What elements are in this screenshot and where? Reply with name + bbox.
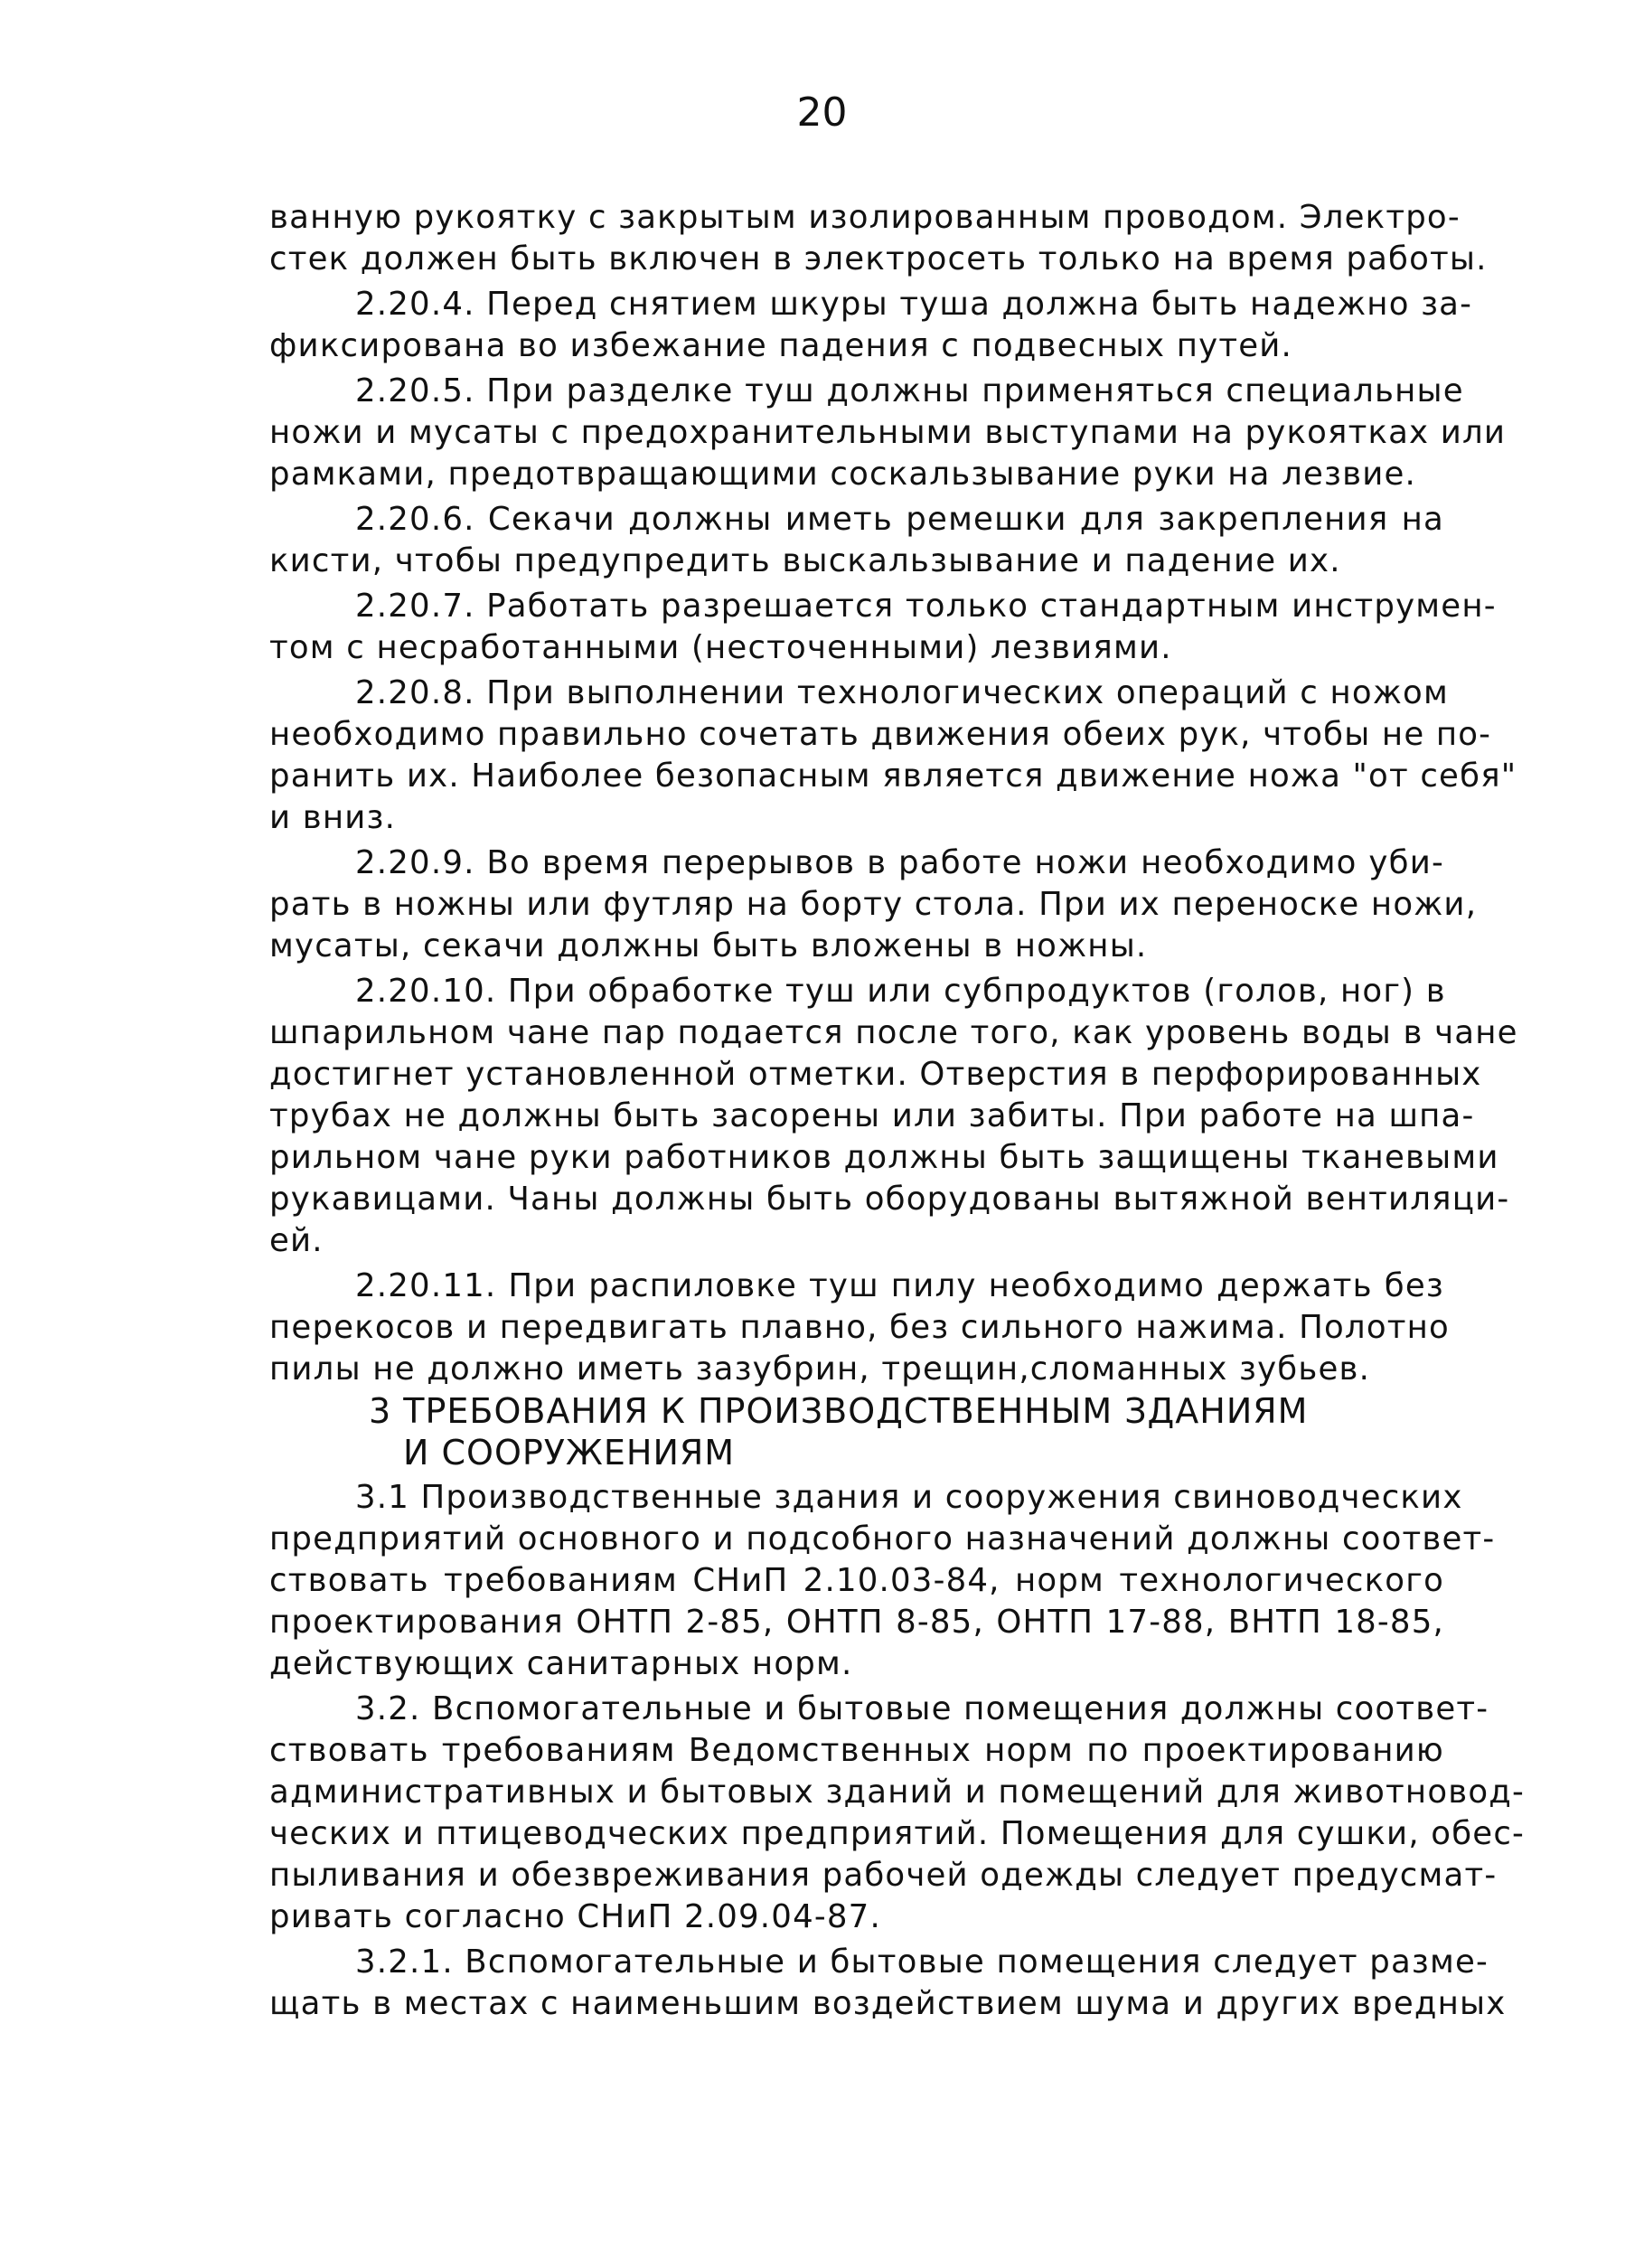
- paragraph: [269, 371, 1507, 495]
- text-line: предприятий основного и подсобного назначений должны соответ-: [269, 1520, 1496, 1557]
- text-line: 2.20.4. Перед снятием шкуры туша должна быть надежно за-: [355, 286, 1473, 323]
- text-line: ствовать требованиям Ведомственных норм по проектированию: [269, 1732, 1444, 1769]
- section-heading: [269, 1390, 1444, 1473]
- paragraph: [269, 971, 1518, 1262]
- text-line: 2.20.5. При разделке туш должны применяться специальные: [355, 372, 1464, 409]
- text-line: ножи и мусаты с предохранительными выступами на рукоятках или: [269, 414, 1507, 451]
- paragraph: [269, 284, 1473, 367]
- text-line: рильном чане руки работников должны быть защищены тканевыми: [269, 1139, 1499, 1176]
- text-line: фиксирована во избежание падения с подвесных путей.: [269, 327, 1293, 364]
- text-line: кисти, чтобы предупредить выскальзывание и падение их.: [269, 542, 1341, 579]
- text-line: необходимо правильно сочетать движения обеих рук, чтобы не по-: [269, 716, 1492, 753]
- paragraph: [269, 197, 1488, 280]
- text-line: стек должен быть включен в электросеть только на время работы.: [269, 240, 1488, 278]
- paragraph: [269, 1477, 1496, 1685]
- text-line: ческих и птицеводческих предприятий. Помещения для сушки, обес-: [269, 1815, 1526, 1852]
- text-line: 3.1 Производственные здания и сооружения свиноводческих: [355, 1479, 1463, 1516]
- text-line: пыливания и обезвреживания рабочей одежды следует предусмат-: [269, 1857, 1498, 1894]
- page-body: [269, 197, 1526, 2025]
- text-line: шпарильном чане пар подается после того, как уровень воды в чане: [269, 1014, 1518, 1051]
- text-line: 2.20.11. При распиловке туш пилу необходимо держать без: [355, 1267, 1444, 1304]
- text-line: перекосов и передвигать плавно, без сильного нажима. Полотно: [269, 1309, 1450, 1346]
- heading-line: И СООРУЖЕНИЯМ: [403, 1433, 736, 1473]
- text-line: трубах не должны быть засорены или забиты. При работе на шпа-: [269, 1097, 1475, 1134]
- text-line: административных и бытовых зданий и помещений для животновод-: [269, 1774, 1526, 1811]
- text-line: рукавицами. Чаны должны быть оборудованы вытяжной вентиляци-: [269, 1181, 1510, 1218]
- text-line: 2.20.7. Работать разрешается только стандартным инструмен-: [355, 588, 1497, 625]
- text-line: 2.20.8. При выполнении технологических операций с ножом: [355, 674, 1449, 711]
- text-line: рамками, предотвращающими соскальзывание руки на лезвие.: [269, 456, 1417, 493]
- paragraph: [269, 1266, 1450, 1390]
- text-line: 3.2.1. Вспомогательные и бытовые помещения следует разме-: [355, 1943, 1489, 1981]
- text-line: действующих санитарных норм.: [269, 1645, 853, 1682]
- heading-line: 3 ТРЕБОВАНИЯ К ПРОИЗВОДСТВЕННЫМ ЗДАНИЯМ: [369, 1391, 1309, 1431]
- text-line: 2.20.9. Во время перерывов в работе ножи необходимо уби-: [355, 844, 1444, 881]
- paragraph: [269, 586, 1497, 669]
- paragraph: [269, 673, 1517, 839]
- text-line: 3.2. Вспомогательные и бытовые помещения должны соответ-: [355, 1690, 1489, 1727]
- text-line: ей.: [269, 1222, 324, 1259]
- text-line: и вниз.: [269, 799, 397, 836]
- text-line: щать в местах с наименьшим воздействием шума и других вредных: [269, 1985, 1507, 2022]
- text-line: 2.20.10. При обработке туш или субпродуктов (голов, ног) в: [355, 973, 1446, 1010]
- text-line: пилы не должно иметь зазубрин, трещин,сломанных зубьев.: [269, 1350, 1371, 1388]
- text-line: ствовать требованиям СНиП 2.10.03-84, норм технологического: [269, 1562, 1444, 1599]
- text-line: достигнет установленной отметки. Отверстия в перфорированных: [269, 1056, 1482, 1093]
- page-number: 20: [796, 89, 848, 136]
- paragraph: [269, 1942, 1507, 2025]
- text-line: мусаты, секачи должны быть вложены в ножны.: [269, 927, 1148, 965]
- text-line: том с несработанными (несточенными) лезвиями.: [269, 629, 1172, 666]
- text-line: ривать согласно СНиП 2.09.04-87.: [269, 1898, 881, 1935]
- text-line: проектирования ОНТП 2-85, ОНТП 8-85, ОНТП 17-88, ВНТП 18-85,: [269, 1604, 1444, 1641]
- paragraph: [269, 1689, 1526, 1938]
- text-line: ранить их. Наиболее безопасным является движение ножа "от себя": [269, 758, 1517, 795]
- text-line: 2.20.6. Секачи должны иметь ремешки для закрепления на: [355, 501, 1444, 538]
- paragraph: [269, 499, 1444, 582]
- text-line: ванную рукоятку с закрытым изолированным проводом. Электро-: [269, 199, 1461, 236]
- text-line: рать в ножны или футляр на борту стола. При их переноске ножи,: [269, 886, 1478, 923]
- paragraph: [269, 842, 1478, 967]
